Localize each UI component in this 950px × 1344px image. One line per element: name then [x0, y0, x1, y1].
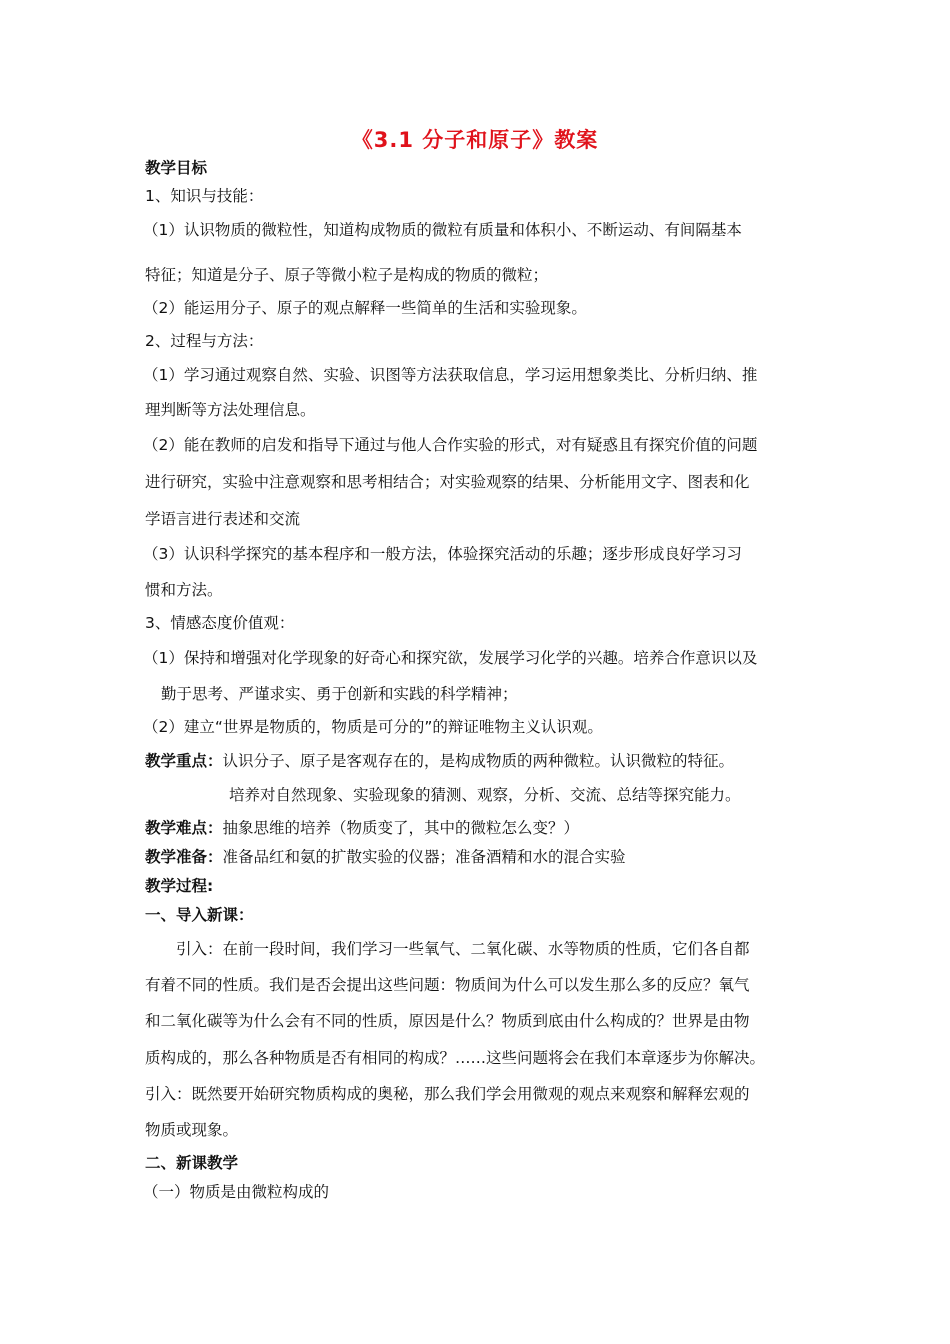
key-points-label: 教学重点： [145, 752, 223, 770]
goals-heading: 教学目标 [145, 159, 208, 177]
section-1-item-2: （2）能运用分子、原子的观点解释一些简单的生活和实验现象。 [143, 299, 587, 317]
section-1-item-1-line-2: 特征；知道是分子、原子等微小粒子是构成的物质的微粒； [145, 266, 549, 284]
section-3-item-2: （2）建立“世界是物质的，物质是可分的”的辩证唯物主义认识观。 [143, 718, 603, 736]
process-heading: 教学过程: [145, 877, 214, 895]
section-2-item-2-line-1: （2）能在教师的启发和指导下通过与他人合作实验的形式，对有疑惑且有探究价值的问题 [143, 436, 758, 454]
section-2-item-1-line-2: 理判断等方法处理信息。 [145, 401, 316, 419]
intro-line-1: 引入：在前一段时间，我们学习一些氧气、二氧化碳、水等物质的性质，它们各自都 [176, 940, 750, 958]
key-points-row [145, 751, 734, 771]
intro-line-3: 和二氧化碳等为什么会有不同的性质，原因是什么？物质到底由什么构成的？世界是由物 [145, 1012, 750, 1030]
preparation-text: 准备品红和氨的扩散实验的仪器；准备酒精和水的混合实验 [222, 848, 626, 866]
key-points-text-1: 认识分子、原子是客观存在的，是构成物质的两种微粒。认识微粒的特征。 [222, 752, 735, 770]
difficulty-row [145, 818, 579, 838]
intro-line-4: 质构成的，那么各种物质是否有相同的构成？……这些问题将会在我们本章逐步为你解决。 [145, 1049, 766, 1067]
section-1-heading: 1、知识与技能： [145, 187, 264, 205]
intro-line-5: 引入：既然要开始研究物质构成的奥秘，那么我们学会用微观的观点来观察和解释宏观的 [145, 1085, 750, 1103]
preparation-label: 教学准备： [145, 848, 223, 866]
preparation-row [145, 847, 626, 867]
intro-line-6: 物质或现象。 [145, 1121, 239, 1139]
difficulty-text: 抽象思维的培养（物质变了，其中的微粒怎么变？） [222, 819, 580, 837]
section-2-item-3-line-1: （3）认识科学探究的基本程序和一般方法，体验探究活动的乐趣；逐步形成良好学习习 [143, 545, 742, 563]
section-3-item-1-line-2: 勤于思考、严谨求实、勇于创新和实践的科学精神； [161, 685, 518, 703]
part-2-heading: 二、新课教学 [145, 1154, 239, 1172]
section-2-item-1-line-1: （1）学习通过观察自然、实验、识图等方法获取信息，学习运用想象类比、分析归纳、推 [143, 366, 758, 384]
intro-line-2: 有着不同的性质。我们是否会提出这些问题：物质间为什么可以发生那么多的反应？氧气 [145, 976, 750, 994]
section-1-item-1-line-1: （1）认识物质的微粒性，知道构成物质的微粒有质量和体积小、不断运动、有间隔基本 [143, 221, 742, 239]
subsection-1-heading: （一）物质是由微粒构成的 [143, 1183, 330, 1201]
section-3-item-1-line-1: （1）保持和增强对化学现象的好奇心和探究欲，发展学习化学的兴趣。培养合作意识以及 [143, 649, 758, 667]
part-1-heading: 一、导入新课： [145, 906, 254, 924]
difficulty-label: 教学难点： [145, 819, 223, 837]
section-2-item-2-line-2: 进行研究，实验中注意观察和思考相结合；对实验观察的结果、分析能用文字、图表和化 [145, 473, 750, 491]
section-2-item-2-line-3: 学语言进行表述和交流 [145, 510, 301, 528]
section-3-heading: 3、情感态度价值观： [145, 614, 295, 632]
section-2-heading: 2、过程与方法： [145, 332, 264, 350]
key-points-text-2: 培养对自然现象、实验现象的猜测、观察，分析、交流、总结等探究能力。 [229, 786, 741, 804]
document-title: 《3.1 分子和原子》教案 [351, 128, 599, 152]
section-2-item-3-line-2: 惯和方法。 [145, 581, 223, 599]
